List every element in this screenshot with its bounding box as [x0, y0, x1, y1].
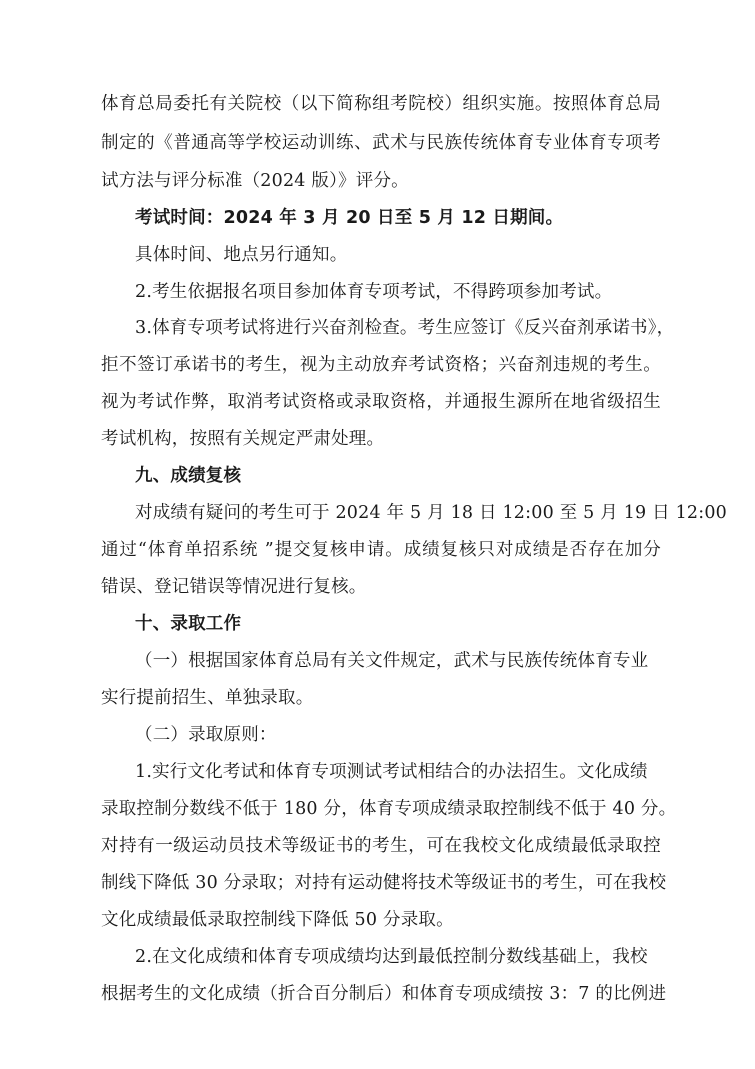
- paragraph-line: 制定的《普通高等学校运动训练、武术与民族传统体育专业体育专项考: [101, 133, 661, 153]
- paragraph-line: 对持有一级运动员技术等级证书的考生，可在我校文化成绩最低录取控: [101, 836, 661, 856]
- paragraph-line: 拒不签订承诺书的考生，视为主动放弃考试资格；兴奋剂违规的考生。: [101, 355, 661, 375]
- paragraph-line: 2.在文化成绩和体育专项成绩均达到最低控制分数线基础上，我校: [135, 947, 648, 967]
- paragraph-line: 实行提前招生、单独录取。: [101, 688, 314, 708]
- paragraph-line: 具体时间、地点另行通知。: [135, 245, 348, 265]
- paragraph-line: 通过“体育单招系统 ”提交复核申请。成绩复核只对成绩是否存在加分: [101, 540, 661, 560]
- paragraph-line: 体育总局委托有关院校（以下简称组考院校）组织实施。按照体育总局: [101, 94, 661, 114]
- paragraph-line: 文化成绩最低录取控制线下降低 50 分录取。: [101, 910, 454, 930]
- paragraph-line: 2.考生依据报名项目参加体育专项考试，不得跨项参加考试。: [135, 282, 613, 302]
- paragraph-line: 制线下降低 30 分录取；对持有运动健将技术等级证书的考生，可在我校: [101, 873, 667, 893]
- paragraph-line: （一）根据国家体育总局有关文件规定，武术与民族传统体育专业: [135, 651, 649, 671]
- paragraph-line: 视为考试作弊，取消考试资格或录取资格，并通报生源所在地省级招生: [101, 392, 661, 412]
- paragraph-line: 考试机构，按照有关规定严肃处理。: [101, 429, 385, 449]
- paragraph-line: 3.体育专项考试将进行兴奋剂检查。考生应签订《反兴奋剂承诺书》，: [135, 318, 675, 338]
- paragraph-line: （二）录取原则：: [135, 725, 277, 745]
- paragraph-line: 根据考生的文化成绩（折合百分制后）和体育专项成绩按 3：7 的比例进: [101, 984, 667, 1004]
- paragraph-line: 录取控制分数线不低于 180 分，体育专项成绩录取控制线不低于 40 分。: [101, 799, 677, 819]
- paragraph-line: 1.实行文化考试和体育专项测试考试相结合的办法招生。文化成绩: [135, 762, 648, 782]
- section-heading-score-review: 九、成绩复核: [135, 466, 242, 486]
- section-heading-admission: 十、录取工作: [135, 614, 242, 634]
- paragraph-line: 对成绩有疑问的考生可于 2024 年 5 月 18 日 12:00 至 5 月 19 日 12:00: [135, 503, 728, 523]
- exam-time-heading: 考试时间：2024 年 3 月 20 日至 5 月 12 日期间。: [135, 208, 564, 228]
- paragraph-line: 错误、登记错误等情况进行复核。: [101, 577, 367, 597]
- paragraph-line: 试方法与评分标准（2024 版）》评分。: [101, 171, 409, 191]
